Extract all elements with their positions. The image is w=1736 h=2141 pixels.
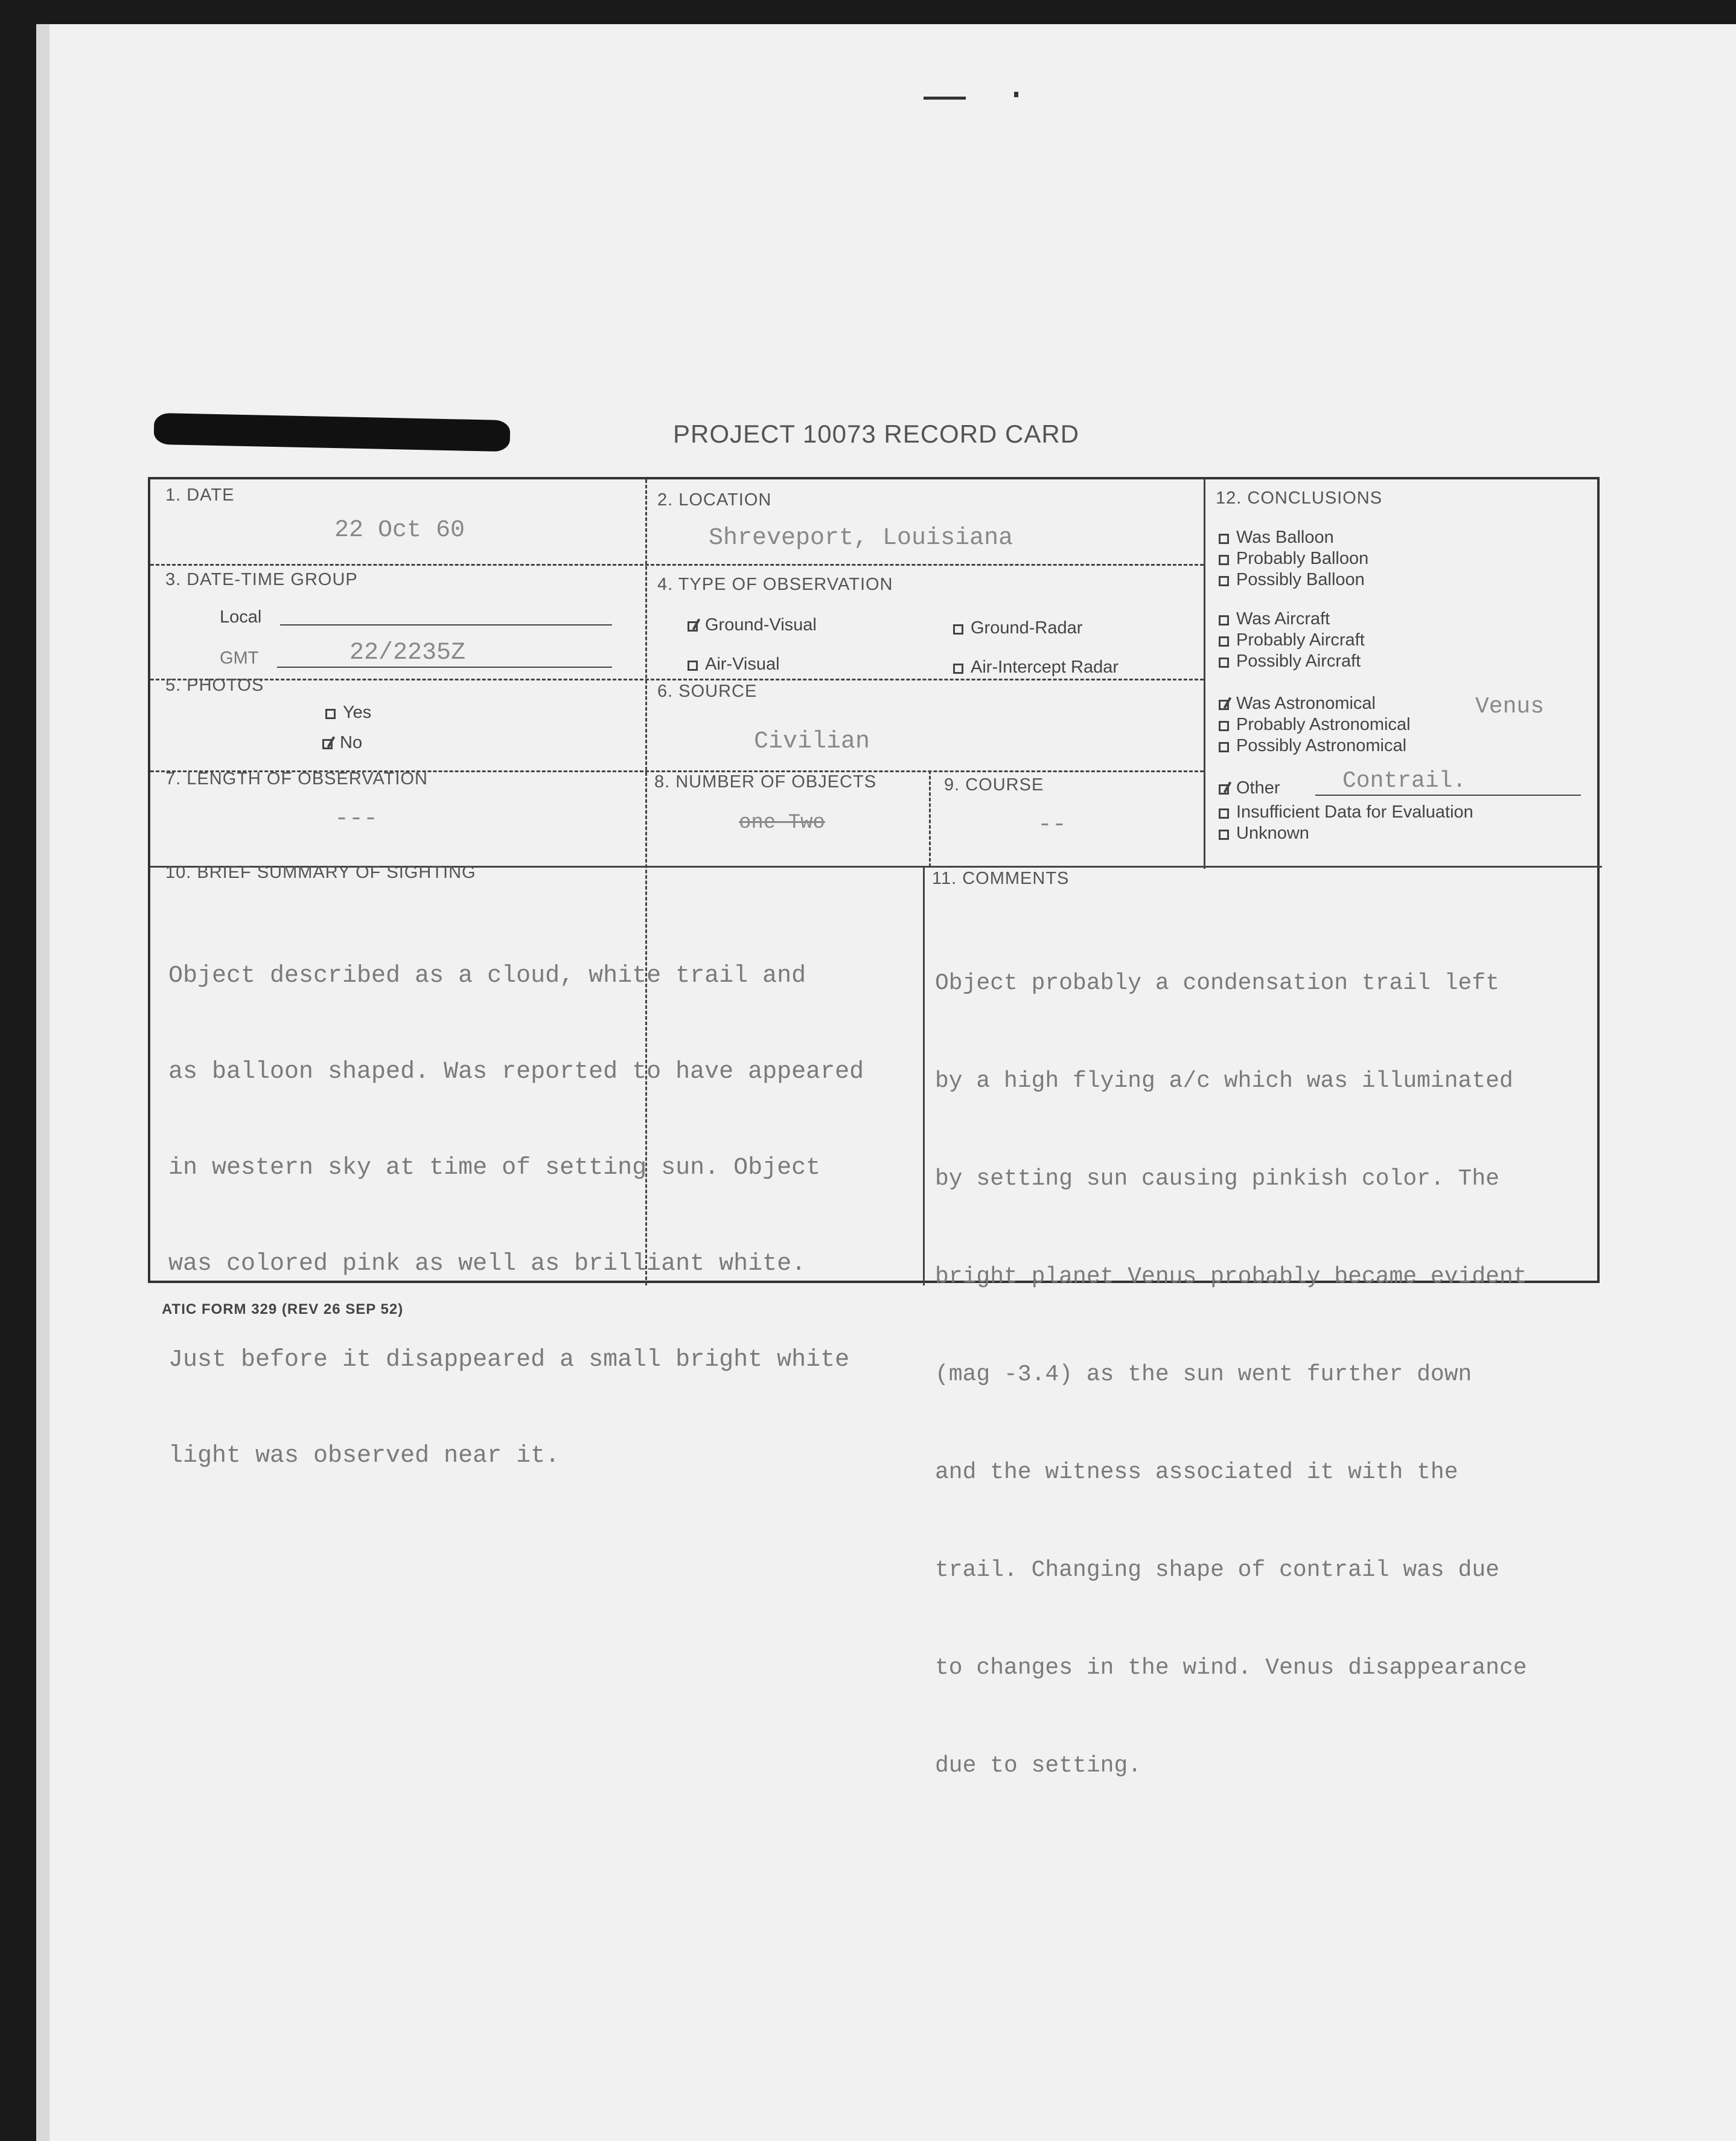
option-insufficient-data[interactable]: Insufficient Data for Evaluation	[1219, 802, 1473, 822]
course-value: --	[1038, 811, 1067, 839]
comments-line: due to setting.	[935, 1753, 1142, 1779]
gmt-line	[277, 667, 612, 668]
option-probably-astronomical[interactable]: Probably Astronomical	[1219, 715, 1411, 735]
option-possibly-aircraft[interactable]: Possibly Aircraft	[1219, 651, 1361, 671]
comments-line: Object probably a condensation trail left	[935, 970, 1499, 996]
checkbox-icon	[688, 661, 698, 671]
astronomical-note: Venus	[1475, 694, 1545, 720]
option-was-aircraft[interactable]: Was Aircraft	[1219, 609, 1330, 629]
comments-text	[935, 902, 1527, 1848]
location-value: Shreveport, Louisiana	[709, 525, 1013, 552]
divider-vertical	[923, 866, 925, 1285]
checkbox-checked-icon	[322, 739, 333, 749]
number-of-objects-label: 8. NUMBER OF OBJECTS	[654, 772, 877, 792]
location-label: 2. LOCATION	[657, 490, 772, 510]
stray-mark	[1014, 92, 1018, 97]
local-line	[280, 624, 612, 626]
comments-line: bright planet Venus probably became evident	[935, 1264, 1527, 1290]
divider-horizontal	[150, 679, 1204, 680]
length-of-observation-label: 7. LENGTH OF OBSERVATION	[165, 769, 428, 789]
source-value: Civilian	[754, 728, 870, 755]
checkbox-icon	[1219, 615, 1229, 626]
option-was-balloon[interactable]: Was Balloon	[1219, 528, 1334, 548]
comments-line: (mag -3.4) as the sun went further down	[935, 1362, 1472, 1387]
summary-line: was colored pink as well as brilliant white.	[168, 1250, 806, 1278]
summary-line: in western sky at time of setting sun. Object	[168, 1154, 821, 1182]
summary-label: 10. BRIEF SUMMARY OF SIGHTING	[165, 863, 476, 882]
summary-line: as balloon shaped. Was reported to have appeared	[168, 1058, 864, 1086]
checkbox-icon	[1219, 534, 1229, 544]
checkbox-icon	[1219, 636, 1229, 647]
divider-vertical	[929, 770, 931, 867]
option-photos-yes[interactable]: Yes	[325, 703, 371, 723]
comments-line: and the witness associated it with the	[935, 1459, 1458, 1485]
option-probably-aircraft[interactable]: Probably Aircraft	[1219, 630, 1365, 650]
local-label: Local	[220, 607, 262, 627]
option-ground-radar[interactable]: Ground-Radar	[953, 618, 1082, 638]
divider-vertical	[1204, 479, 1205, 869]
option-probably-balloon[interactable]: Probably Balloon	[1219, 549, 1368, 569]
page-edge-shadow	[36, 24, 49, 2141]
length-of-observation-value: ---	[334, 805, 378, 833]
checkbox-icon	[1219, 555, 1229, 565]
photos-label: 5. PHOTOS	[165, 676, 264, 695]
other-line	[1315, 795, 1581, 796]
checkbox-checked-icon	[1219, 700, 1229, 710]
checkbox-checked-icon	[688, 621, 698, 632]
checkbox-icon	[1219, 830, 1229, 840]
number-of-objects-value: one Two	[739, 811, 825, 834]
stray-mark	[924, 97, 966, 100]
option-unknown[interactable]: Unknown	[1219, 824, 1309, 843]
course-label: 9. COURSE	[944, 775, 1044, 795]
option-ground-visual[interactable]: Ground-Visual	[688, 615, 817, 635]
type-of-observation-label: 4. TYPE OF OBSERVATION	[657, 575, 893, 594]
summary-line: Object described as a cloud, white trail and	[168, 962, 806, 990]
gmt-value: 22/2235Z	[349, 639, 466, 667]
checkbox-icon	[953, 624, 963, 635]
date-label: 1. DATE	[165, 485, 235, 505]
summary-line: Just before it disappeared a small bright white	[168, 1346, 850, 1374]
form-identifier: ATIC FORM 329 (REV 26 SEP 52)	[162, 1301, 404, 1317]
comments-line: by setting sun causing pinkish color. The	[935, 1166, 1499, 1192]
option-air-visual[interactable]: Air-Visual	[688, 654, 780, 674]
comments-line: trail. Changing shape of contrail was due	[935, 1557, 1499, 1583]
source-label: 6. SOURCE	[657, 682, 758, 701]
option-possibly-balloon[interactable]: Possibly Balloon	[1219, 570, 1365, 590]
checkbox-icon	[1219, 742, 1229, 752]
summary-line: light was observed near it.	[168, 1442, 560, 1470]
summary-text	[168, 896, 864, 1536]
date-time-group-label: 3. DATE-TIME GROUP	[165, 570, 358, 589]
divider-horizontal	[150, 564, 1204, 566]
gmt-label: GMT	[220, 648, 259, 668]
option-possibly-astronomical[interactable]: Possibly Astronomical	[1219, 736, 1406, 756]
comments-line: to changes in the wind. Venus disappearance	[935, 1655, 1527, 1681]
checkbox-icon	[325, 709, 336, 719]
other-note: Contrail.	[1342, 768, 1467, 794]
checkbox-icon	[1219, 808, 1229, 819]
card-title: PROJECT 10073 RECORD CARD	[673, 420, 1080, 448]
checkbox-icon	[1219, 658, 1229, 668]
option-was-astronomical[interactable]: Was Astronomical	[1219, 694, 1376, 714]
conclusions-label: 12. CONCLUSIONS	[1216, 488, 1383, 508]
option-other[interactable]: Other	[1219, 778, 1280, 798]
option-air-intercept-radar[interactable]: Air-Intercept Radar	[953, 658, 1119, 677]
checkbox-checked-icon	[1219, 784, 1229, 795]
checkbox-icon	[1219, 721, 1229, 731]
date-value: 22 Oct 60	[334, 517, 465, 544]
option-photos-no[interactable]: No	[322, 733, 362, 753]
comments-line: by a high flying a/c which was illuminated	[935, 1068, 1513, 1094]
comments-label: 11. COMMENTS	[932, 869, 1070, 888]
checkbox-icon	[953, 664, 963, 674]
checkbox-icon	[1219, 576, 1229, 586]
